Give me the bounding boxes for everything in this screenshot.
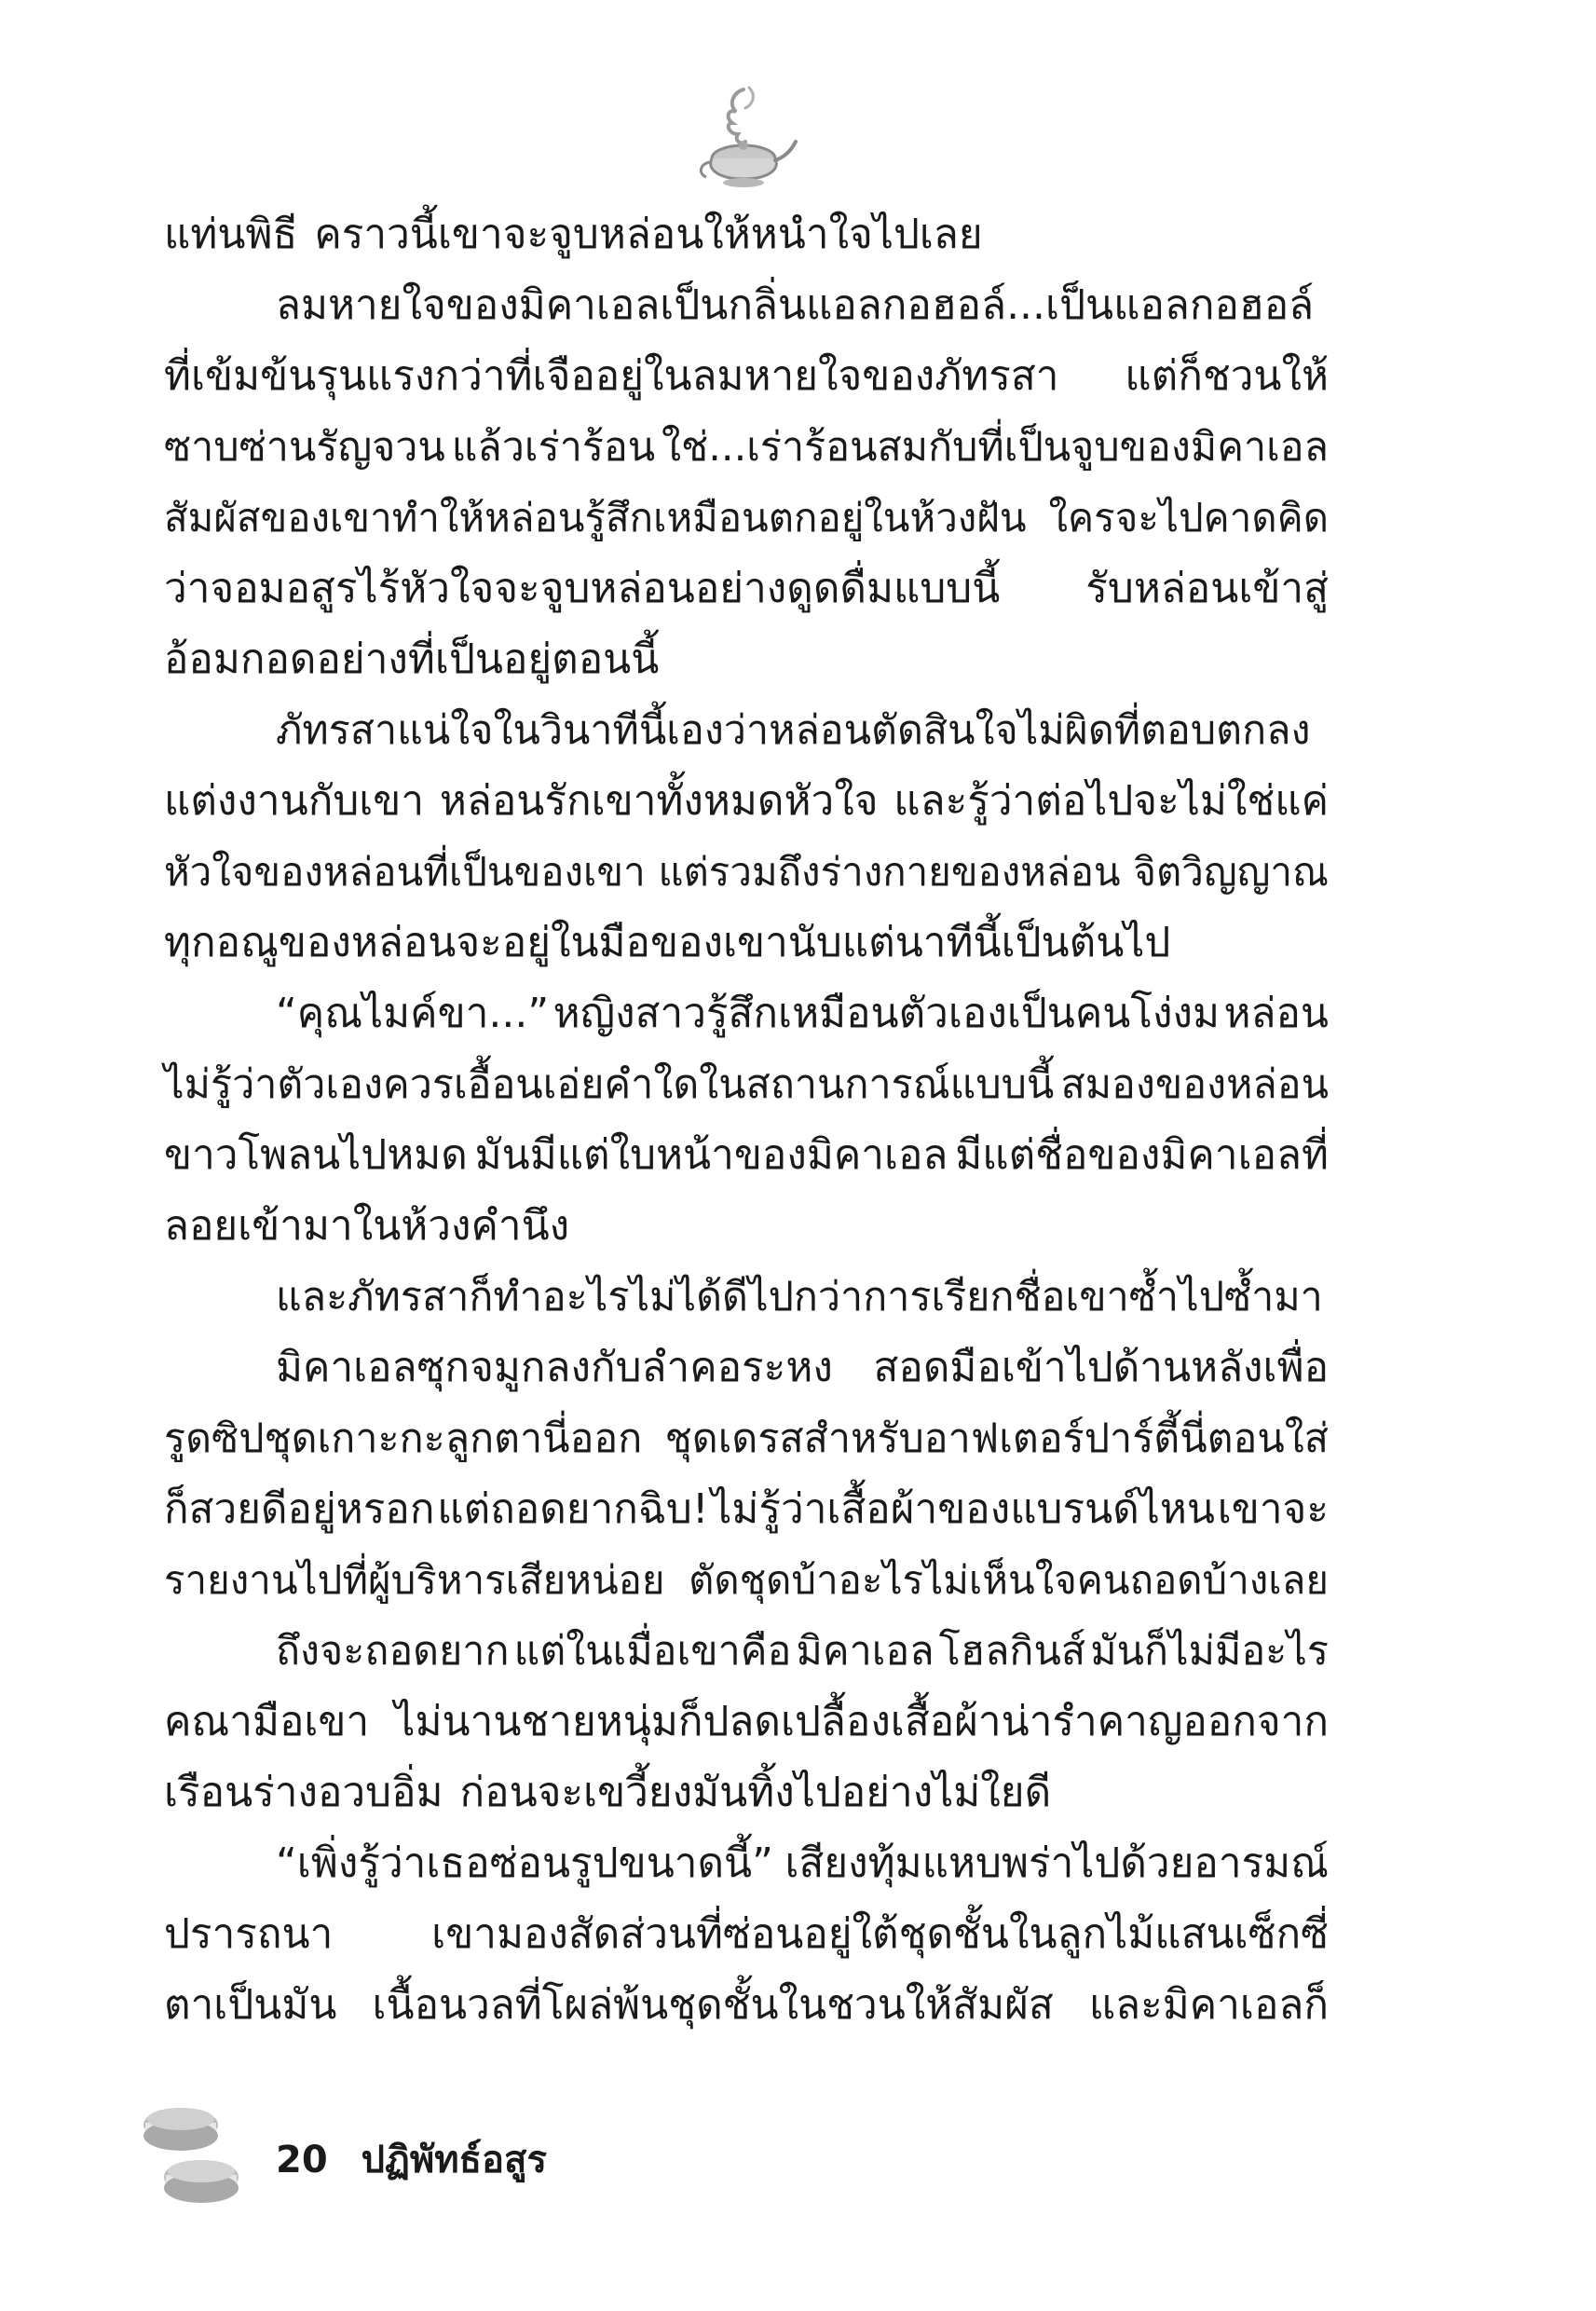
text-line bbox=[164, 270, 1329, 341]
text-segment: สมองของหล่อน bbox=[1060, 1061, 1329, 1108]
text-segment: และมิคาเอลก็ bbox=[1088, 1981, 1329, 2029]
text-segment: รับหล่อนเข้าสู่ bbox=[1085, 565, 1329, 612]
text-line bbox=[164, 695, 1329, 766]
text-segment: ปรารถนา bbox=[164, 1910, 334, 1958]
text-segment: มิคาเอล bbox=[796, 1628, 934, 1675]
text-segment: มันมีแต่ใบหน้าของมิคาเอล bbox=[474, 1131, 948, 1179]
text-segment: หล่อนรักเขาทั้งหมดหัวใจ bbox=[439, 777, 879, 825]
text-segment: ไม่นานชายหนุ่มก็ปลดเปลื้องเสื้อผ้าน่ารำคาญออกจาก bbox=[394, 1698, 1329, 1745]
text-segment: มิคาเอลซุกจมูกลงกับลำคอระหง bbox=[276, 1344, 833, 1391]
body-text bbox=[164, 199, 1329, 2041]
text-segment: ตาเป็นมัน bbox=[164, 1981, 337, 2029]
text-line bbox=[164, 766, 1329, 837]
text-segment: ใครจะไปคาดคิด bbox=[1048, 495, 1329, 540]
text-segment: ไม่รู้ว่าเสื้อผ้าของแบรนด์ไหน bbox=[711, 1485, 1215, 1533]
text-line bbox=[164, 1049, 1329, 1120]
text-segment: ใช่...เร่าร้อนสมกับที่เป็นจูบของมิคาเอล bbox=[662, 424, 1329, 471]
text-segment: ที่เข้มข้นรุนแรงกว่าที่เจืออยู่ในลมหายใจของภัทรสา bbox=[164, 352, 1059, 400]
text-line bbox=[164, 1757, 1329, 1828]
text-segment: แต่ถอดยากฉิบ! bbox=[437, 1485, 709, 1533]
text-segment: สอดมือเข้าไปด้านหลังเพื่อ bbox=[873, 1344, 1329, 1391]
text-segment: รูดซิปชุดเกาะกะลูกตานี่ออก bbox=[164, 1415, 643, 1462]
text-segment: คราวนี้เขาจะจูบหล่อนให้หนำใจไปเลย bbox=[314, 211, 983, 258]
text-segment: เสียงทุ้มแหบพร่าไปด้วยอารมณ์ bbox=[784, 1839, 1329, 1887]
text-line bbox=[164, 1899, 1329, 1970]
page-number: 20 bbox=[276, 2139, 328, 2181]
text-segment: เขามองสัดส่วนที่ซ่อนอยู่ใต้ชุดชั้นในลูกไม้แสนเซ็กซี่ bbox=[431, 1910, 1329, 1958]
text-segment: หญิงสาวรู้สึกเหมือนตัวเองเป็นคนโง่งม bbox=[552, 990, 1220, 1037]
text-segment: ไม่รู้ว่าตัวเองควรเอื้อนเอ่ยคำใดในสถานการณ์แบบนี้ bbox=[164, 1061, 1055, 1108]
text-segment: เขาจะ bbox=[1217, 1485, 1329, 1533]
text-line bbox=[164, 341, 1329, 412]
text-segment: จิตวิญญาณ bbox=[1133, 849, 1329, 895]
text-line bbox=[164, 1687, 1329, 1757]
text-segment: อ้อมกอดอย่างที่เป็นอยู่ตอนนี้ bbox=[164, 636, 660, 683]
text-segment: ตัดชุดบ้าอะไรไม่เห็นใจคนถอดบ้างเลย bbox=[689, 1557, 1329, 1603]
text-segment: เรือนร่างอวบอิ่ม bbox=[164, 1769, 443, 1816]
text-line bbox=[164, 1545, 1329, 1616]
text-line bbox=[164, 837, 1329, 908]
macaron-icon bbox=[136, 2087, 248, 2208]
text-segment: รายงานไปที่ผู้บริหารเสียหน่อย bbox=[164, 1557, 665, 1603]
text-line bbox=[164, 483, 1329, 554]
text-line bbox=[164, 1191, 1329, 1262]
text-segment: สัมผัสของเขาทำให้หล่อนรู้สึกเหมือนตกอยู่ในห้วงฝัน bbox=[164, 495, 1027, 540]
text-line bbox=[164, 412, 1329, 483]
text-segment: มีแต่ชื่อของมิคาเอลที่ bbox=[955, 1131, 1329, 1179]
text-segment: แท่นพิธี bbox=[164, 211, 298, 258]
text-segment: มันก็ไม่มีอะไร bbox=[1090, 1628, 1329, 1675]
text-line bbox=[164, 978, 1329, 1049]
text-line bbox=[164, 1970, 1329, 2041]
page-footer bbox=[276, 2134, 547, 2186]
text-line bbox=[164, 199, 1329, 270]
text-segment: ลอยเข้ามาในห้วงคำนึง bbox=[164, 1202, 570, 1250]
text-segment: ซาบซ่านรัญจวน bbox=[164, 424, 445, 471]
text-line bbox=[164, 1616, 1329, 1687]
text-line bbox=[164, 554, 1329, 624]
text-line bbox=[164, 1262, 1329, 1333]
text-segment: โฮลกินส์ bbox=[938, 1628, 1086, 1675]
text-segment: ชุดเดรสสำหรับอาฟเตอร์ปาร์ตี้นี่ตอนใส่ bbox=[664, 1415, 1329, 1462]
text-line bbox=[164, 1333, 1329, 1403]
text-segment: ถึงจะถอดยาก bbox=[276, 1628, 510, 1675]
text-segment: ก่อนจะเขวี้ยงมันทิ้งไปอย่างไม่ใยดี bbox=[459, 1769, 1052, 1816]
text-segment: แต่ก็ชวนให้ bbox=[1125, 352, 1329, 400]
text-segment: ลมหายใจของมิคาเอลเป็นกลิ่นแอลกอฮอล์...เป็นแอลกอฮอล์ bbox=[276, 281, 1315, 329]
text-segment: ว่าจอมอสูรไร้หัวใจจะจูบหล่อนอย่างดูดดื่มแบบนี้ bbox=[164, 565, 1001, 612]
text-segment: แต่รวมถึงร่างกายของหล่อน bbox=[658, 849, 1121, 895]
text-segment: หัวใจของหล่อนที่เป็นของเขา bbox=[164, 849, 646, 895]
text-segment: ขาวโพลนไปหมด bbox=[164, 1131, 468, 1179]
text-segment: แต่งงานกับเขา bbox=[164, 777, 425, 825]
genie-lamp-icon bbox=[688, 80, 799, 192]
text-line bbox=[164, 1828, 1329, 1899]
text-line bbox=[164, 1474, 1329, 1545]
text-segment: ก็สวยดีอยู่หรอก bbox=[164, 1485, 435, 1533]
text-segment: แต่ในเมื่อเขาคือ bbox=[513, 1628, 792, 1675]
text-line bbox=[164, 624, 1329, 695]
book-title: ปฏิพัทธ์อสูร bbox=[361, 2139, 547, 2181]
text-segment: “คุณไมค์ขา...” bbox=[276, 990, 550, 1037]
text-line bbox=[164, 1120, 1329, 1191]
text-segment: และภัทรสาก็ทำอะไรไม่ได้ดีไปกว่าการเรียกชื่อเขาซ้ำไปซ้ำมา bbox=[276, 1274, 1323, 1320]
text-segment: เนื้อนวลที่โผล่พ้นชุดชั้นในชวนให้สัมผัส bbox=[372, 1981, 1054, 2029]
text-segment: หล่อน bbox=[1223, 990, 1329, 1037]
text-segment: คณามือเขา bbox=[164, 1698, 370, 1745]
text-segment: ทุกอณูของหล่อนจะอยู่ในมือของเขานับแต่นาทีนี้เป็นต้นไป bbox=[164, 919, 1171, 966]
text-segment: ภัทรสาแน่ใจในวินาทีนี้เองว่าหล่อนตัดสินใจไม่ผิดที่ตอบตกลง bbox=[276, 707, 1311, 754]
text-segment: “เพิ่งรู้ว่าเธอซ่อนรูปขนาดนี้” bbox=[276, 1839, 773, 1887]
text-segment: แล้วเร่าร้อน bbox=[451, 424, 656, 471]
text-line bbox=[164, 1403, 1329, 1474]
text-segment: และรู้ว่าต่อไปจะไม่ใช่แค่ bbox=[893, 777, 1329, 825]
text-line bbox=[164, 908, 1329, 978]
